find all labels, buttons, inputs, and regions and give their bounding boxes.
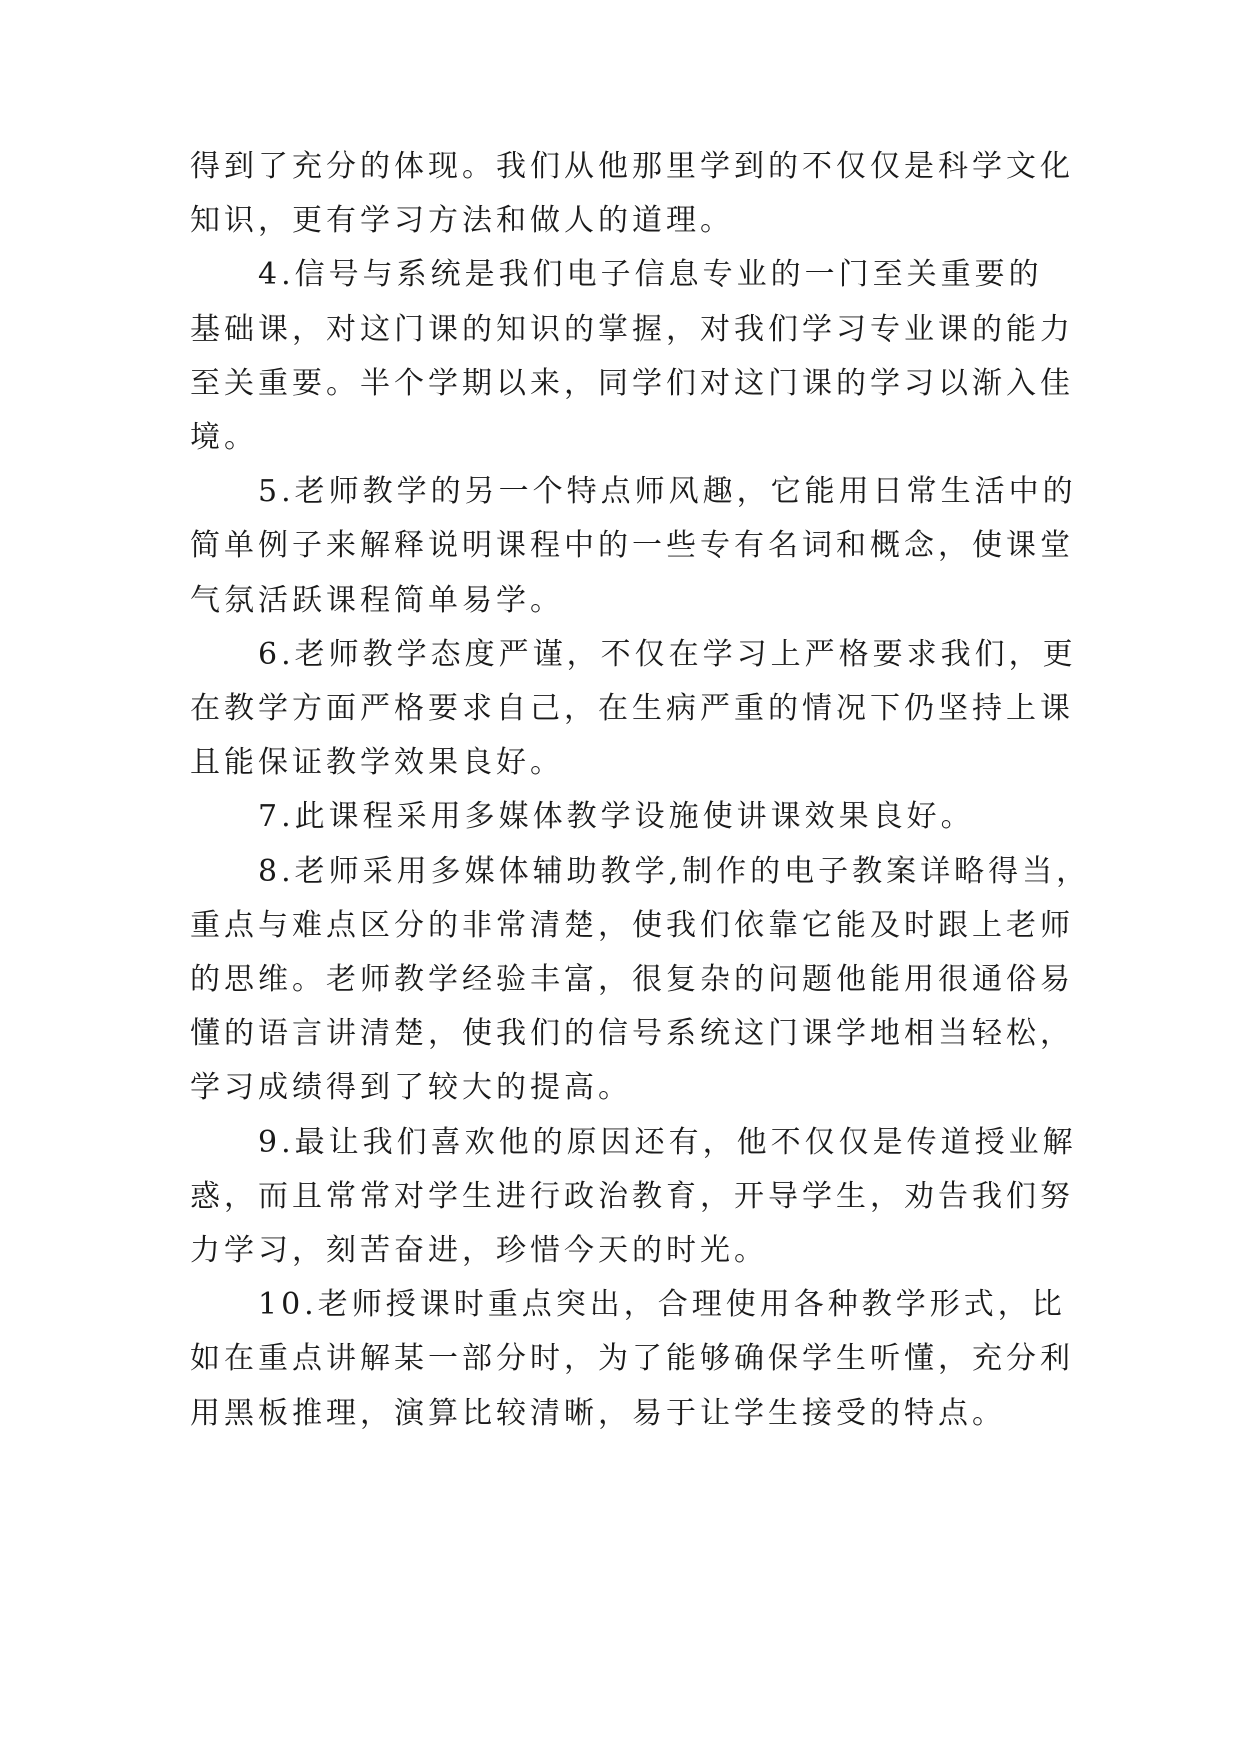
paragraph-line: 的思维。老师教学经验丰富，很复杂的问题他能用很通俗易 [190, 962, 1074, 997]
paragraph-line: 用黑板推理，演算比较清晰，易于让学生接受的特点。 [190, 1396, 1006, 1431]
paragraph-line: 4.信号与系统是我们电子信息专业的一门至关重要的 [258, 257, 1043, 292]
paragraph-line: 7.此课程采用多媒体教学设施使讲课效果良好。 [258, 799, 975, 834]
paragraph-line: 在教学方面严格要求自己，在生病严重的情况下仍坚持上课 [190, 691, 1074, 726]
paragraph-line: 惑，而且常常对学生进行政治教育，开导学生，劝告我们努 [190, 1179, 1074, 1214]
paragraph-line: 懂的语言讲清楚，使我们的信号系统这门课学地相当轻松， [190, 1016, 1074, 1051]
paragraph-line: 知识，更有学习方法和做人的道理。 [190, 203, 734, 238]
paragraph-line: 至关重要。半个学期以来，同学们对这门课的学习以渐入佳 [190, 366, 1074, 401]
paragraph-line: 6.老师教学态度严谨，不仅在学习上严格要求我们，更 [258, 637, 1077, 672]
paragraph-line: 简单例子来解释说明课程中的一些专有名词和概念，使课堂 [190, 528, 1074, 563]
paragraph-line: 重点与难点区分的非常清楚，使我们依靠它能及时跟上老师 [190, 908, 1074, 943]
paragraph-line: 如在重点讲解某一部分时，为了能够确保学生听懂，充分利 [190, 1341, 1074, 1376]
paragraph-line: 学习成绩得到了较大的提高。 [190, 1070, 632, 1105]
paragraph-line: 基础课，对这门课的知识的掌握，对我们学习专业课的能力 [190, 312, 1074, 347]
paragraph-line: 得到了充分的体现。我们从他那里学到的不仅仅是科学文化 [190, 149, 1074, 184]
paragraph-line: 8.老师采用多媒体辅助教学,制作的电子教案详略得当， [258, 854, 1091, 889]
paragraph-line: 9.最让我们喜欢他的原因还有，他不仅仅是传道授业解 [258, 1125, 1077, 1160]
paragraph-line: 气氛活跃课程简单易学。 [190, 583, 564, 618]
paragraph-line: 5.老师教学的另一个特点师风趣，它能用日常生活中的 [258, 474, 1077, 509]
paragraph-line: 10.老师授课时重点突出，合理使用各种教学形式，比 [258, 1287, 1066, 1322]
paragraph-line: 境。 [190, 420, 258, 455]
paragraph-line: 且能保证教学效果良好。 [190, 745, 564, 780]
paragraph-line: 力学习，刻苦奋进，珍惜今天的时光。 [190, 1233, 768, 1268]
